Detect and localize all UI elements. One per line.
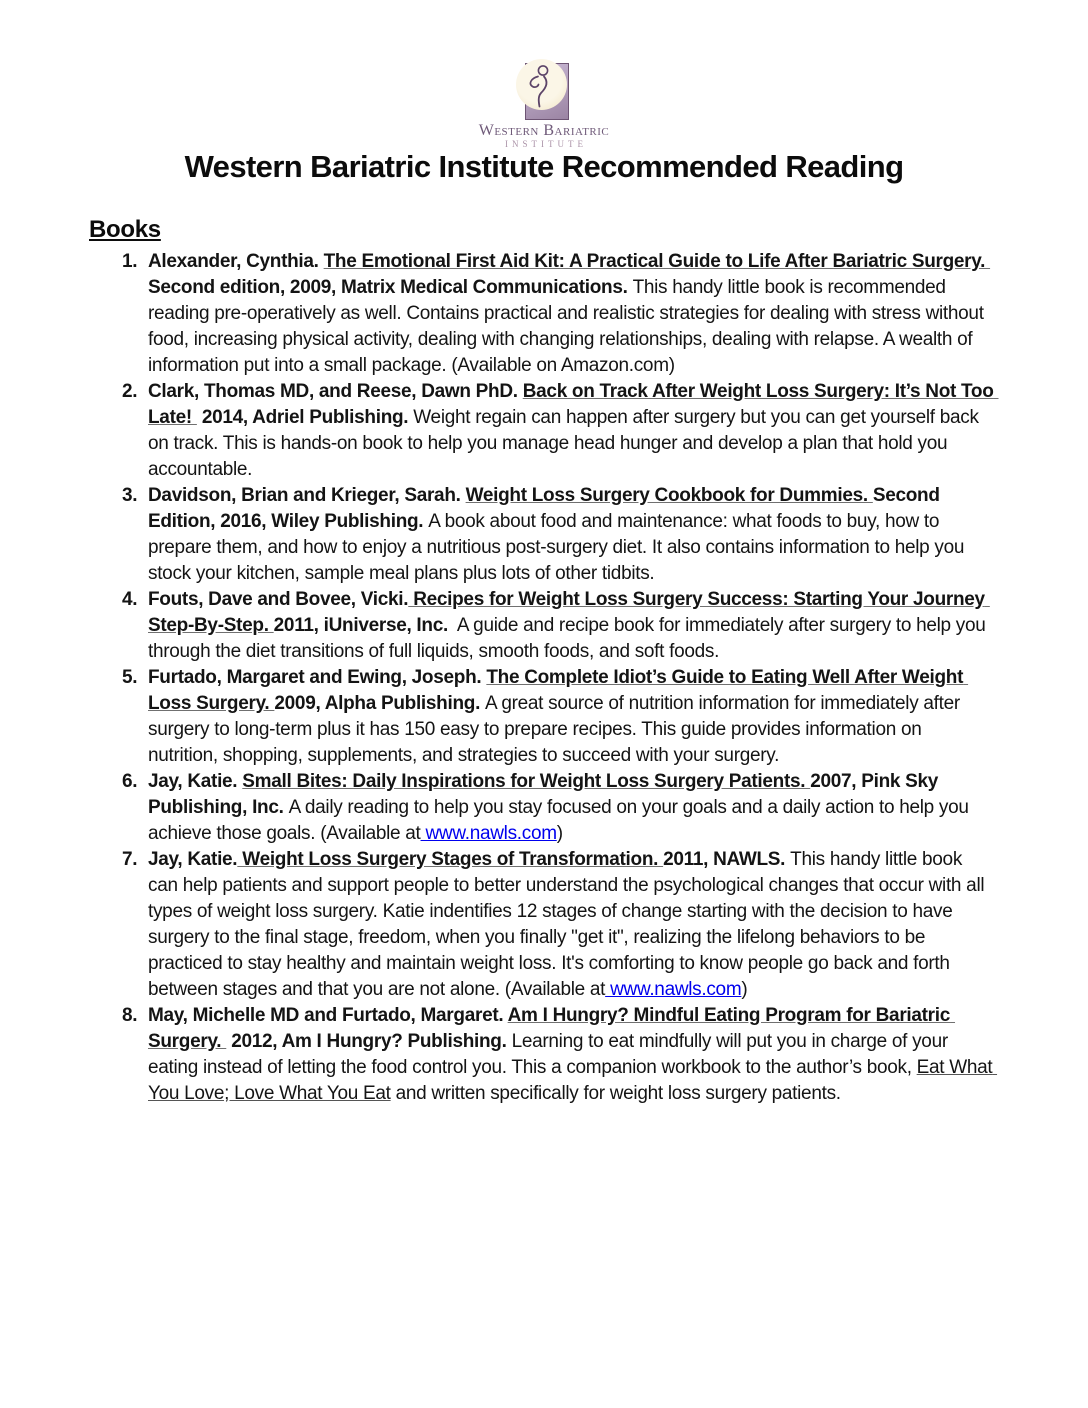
nawls-link[interactable]: www.nawls.com — [420, 823, 557, 844]
text-run: May, Michelle MD and Furtado, Margaret. — [148, 1005, 508, 1026]
text-run: 2007, Pink Sky Publishing, Inc. — [148, 771, 944, 818]
text-run: and written specifically for weight loss surgery patients. — [390, 1083, 841, 1104]
book-citation — [148, 771, 974, 844]
text-run: Back on Track After Weight Loss Surgery: It’s Not Too Late! — [148, 381, 999, 428]
logo-mark — [515, 58, 573, 122]
text-run: Fouts, Dave and Bovee, Vicki. — [148, 589, 409, 610]
book-list — [89, 249, 999, 1107]
logo-name-text: Western Bariatric — [478, 122, 610, 139]
book-citation — [148, 381, 999, 480]
book-entry — [89, 379, 999, 483]
text-run: A book about food and maintenance: what foods to buy, how to prepare them, and how to enjoy a nutritious post-surgery diet. It also contains information to help you stock your kitchen, sample meal plans plus lots of other tidbits. — [148, 511, 970, 584]
text-run: Second edition, 2009, Matrix Medical Communications. — [148, 277, 633, 298]
book-citation — [148, 589, 991, 662]
text-run: Furtado, Margaret and Ewing, Joseph. — [148, 667, 487, 688]
logo-subname-text: INSTITUTE — [505, 139, 587, 149]
text-run: Weight Loss Surgery Cookbook for Dummies. — [465, 485, 873, 506]
book-entry — [89, 483, 995, 587]
book-number: 6. — [122, 771, 138, 792]
text-run: Recipes for Weight Loss Surgery Success: Starting Your Journey Step-By-Step. — [148, 589, 990, 636]
book-number: 2. — [122, 381, 138, 402]
text-run: Alexander, Cynthia. — [148, 251, 324, 272]
text-run: A guide and recipe book for immediately after surgery to help you through the diet transitions of full liquids, smooth foods, and soft foods. — [148, 615, 991, 662]
book-citation — [148, 849, 989, 1000]
text-run: Jay, Katie. — [148, 771, 243, 792]
text-run: Am I Hungry? Mindful Eating Program for Bariatric Surgery. — [148, 1005, 956, 1052]
text-run: A daily reading to help you stay focused on your goals and a daily action to help you achieve those goals. (Available at — [148, 797, 974, 844]
text-run: Eat What You Love; Love What You Eat — [148, 1057, 998, 1104]
text-run: 2014, Adriel Publishing. — [196, 407, 414, 428]
book-entry — [89, 847, 995, 1003]
text-run: The Emotional First Aid Kit: A Practical Guide to Life After Bariatric Surgery. — [323, 251, 991, 272]
text-run: Weight Loss Surgery Stages of Transformation. — [237, 849, 664, 870]
content-area — [89, 215, 999, 1107]
page-title: Western Bariatric Institute Recommended Reading — [184, 149, 904, 184]
text-run: This handy little book is recommended reading pre-operatively as well. Contains practical and realistic strategies for dealing with stress without food, increasing physical activity, dealing with changing relationships, dealing with relapse. A wealth of information put into a small package. (Available on Amazon.com) — [148, 277, 989, 376]
dancing-figure-icon — [516, 59, 567, 110]
book-number: 3. — [122, 485, 138, 506]
text-run: The Complete Idiot’s Guide to Eating Well After Weight Loss Surgery. — [148, 667, 969, 714]
book-citation — [148, 251, 990, 376]
text-run: Weight regain can happen after surgery but you can get yourself back on track. This is hands-on book to help you manage head hunger and develop a plan that hold you accountable. — [148, 407, 984, 480]
text-run: A great source of nutrition information for immediately after surgery to long-term plus it has 150 easy to prepare recipes. This guide provides information on nutrition, shopping, supplements, and strategies to succeed with your surgery. — [148, 693, 965, 766]
text-run: ) — [556, 823, 563, 844]
text-run: 2009, Alpha Publishing. — [274, 693, 486, 714]
text-run: 2011, NAWLS. — [663, 849, 791, 870]
nawls-link[interactable]: www.nawls.com — [605, 979, 742, 1000]
book-number: 8. — [122, 1005, 138, 1026]
book-citation — [148, 667, 968, 766]
book-entry — [89, 587, 995, 665]
text-run: ) — [741, 979, 748, 1000]
book-number: 7. — [122, 849, 138, 870]
text-run: Davidson, Brian and Krieger, Sarah. — [148, 485, 466, 506]
text-run: 2011, iUniverse, Inc. — [273, 615, 453, 636]
book-entry — [89, 665, 995, 769]
text-run: Second Edition, 2016, Wiley Publishing. — [148, 485, 945, 532]
book-entry — [89, 1003, 998, 1107]
text-run: This handy little book can help patients and support people to better understand the psychological changes that occur with all types of weight loss surgery. Katie indentifies 12 stages of change starting with the decision to have surgery to the final stage, freedom, when you finally "get it", realizing the lifelong behaviors to be practiced to stay healthy and maintain weight loss. It's comforting to know people go back and forth between stages and that you are not alone. (Available at — [148, 849, 990, 1000]
text-run: Clark, Thomas MD, and Reese, Dawn PhD. — [148, 381, 523, 402]
book-entry — [89, 249, 995, 379]
book-entry — [89, 769, 995, 847]
book-number: 5. — [122, 667, 138, 688]
text-run: Learning to eat mindfully will put you in charge of your eating instead of letting the food control you. This a companion workbook to the author’s book, — [148, 1031, 953, 1078]
book-citation — [148, 485, 969, 584]
wbi-logo — [0, 58, 1088, 149]
book-citation — [148, 1005, 997, 1104]
text-run: 2012, Am I Hungry? Publishing. — [226, 1031, 512, 1052]
book-number: 1. — [122, 251, 138, 272]
section-heading-books: Books — [89, 216, 161, 243]
book-number: 4. — [122, 589, 138, 610]
text-run: Small Bites: Daily Inspirations for Weight Loss Surgery Patients. — [242, 771, 811, 792]
text-run: Jay, Katie. — [148, 849, 238, 870]
